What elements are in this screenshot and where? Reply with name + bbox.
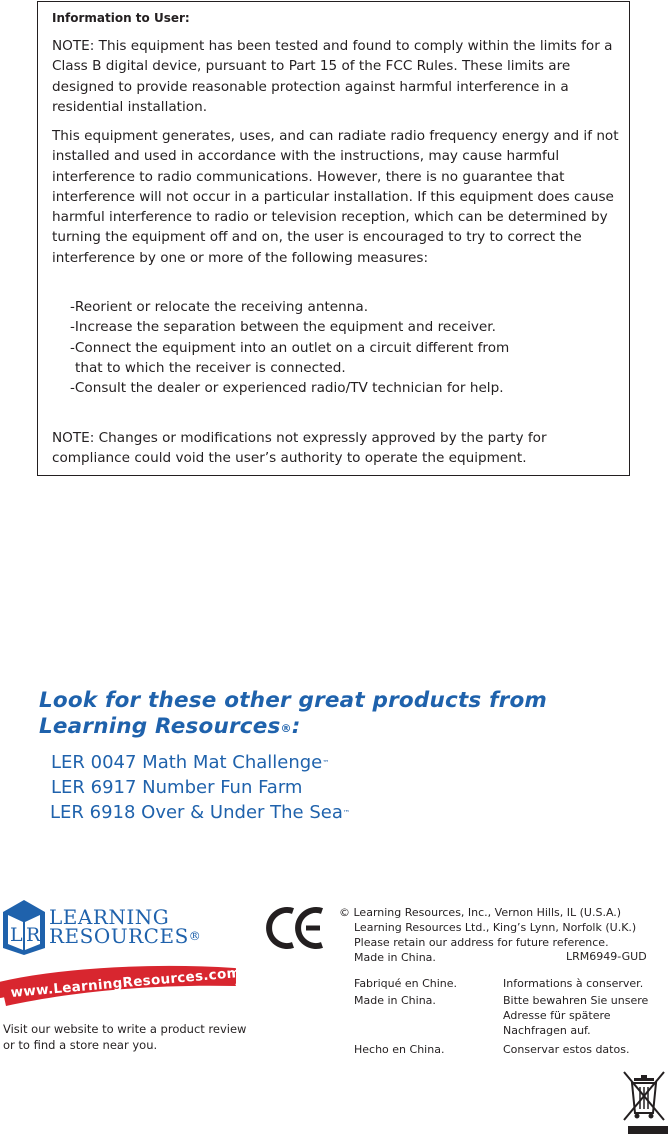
fcc-note-changes: NOTE: Changes or modifications not expressly approved by the party for compliance could void the user’s authority to operate the equipment. (52, 430, 547, 467)
trademark-mark: ™ (322, 759, 330, 767)
es-made-in: Hecho en China. (354, 1043, 445, 1056)
address-line: © Learning Resources, Inc., Vernon Hills, IL (U.S.A.) (339, 906, 622, 919)
measure-item: -Consult the dealer or experienced radio/TV technician for help. (70, 380, 504, 397)
learning-resources-logo (1, 898, 231, 956)
fr-made-in: Fabriqué en Chine. (354, 977, 458, 990)
de-keep-line: Nachfragen auf. (503, 1024, 591, 1037)
de-keep-line: Adresse für spätere (503, 1009, 611, 1022)
product-name: LER 6918 Over & Under The Sea (50, 802, 343, 823)
visit-website-text (3, 1021, 246, 1053)
product-list (51, 750, 350, 825)
fcc-interference-paragraph: This equipment generates, uses, and can radiate radio frequency energy and if not installed and used in accordance with the instructions, may cause harmful interference to radio communications. However, there is no guarantee that interference will not occur in a particular installation. If this equipment does cause harmful interference to radio or television reception, which can be determined by turning the equipment off and on, the user is encouraged to try to correct the interference by one or more of the following measures: (52, 128, 619, 266)
fr-keep-info: Informations à conserver. (503, 977, 644, 990)
lr-mark-letter-r: R (26, 924, 41, 946)
product-item (50, 800, 350, 825)
visit-line: or to find a store near you. (3, 1038, 158, 1052)
product-item (51, 775, 350, 800)
measure-item: -Reorient or relocate the receiving antenna. (70, 299, 369, 315)
website-url[interactable]: www.LearningResources.com (10, 964, 242, 1001)
de-keep-info (503, 993, 648, 1038)
registered-mark: ® (280, 722, 292, 735)
fcc-title: Information to User: (52, 11, 190, 25)
fcc-measures-list (70, 297, 610, 398)
promo-heading (39, 688, 547, 740)
fcc-notice-box (37, 1, 630, 476)
product-item (51, 750, 350, 775)
lr-book-icon (1, 898, 47, 956)
fcc-note-compliance: NOTE: This equipment has been tested and found to comply within the limits for a Class B digital device, pursuant to Part 15 of the FCC Rules. These limits are designed to provide reasonable protection against harmful interference in a residential installation. (52, 38, 613, 115)
address-line: Learning Resources Ltd., King’s Lynn, Norfolk (U.K.) (354, 921, 637, 934)
es-keep-info: Conservar estos datos. (503, 1043, 630, 1056)
trademark-mark: ™ (342, 809, 350, 817)
logo-line-learning: LEARNING (49, 905, 170, 929)
ce-mark-icon (266, 905, 328, 951)
promo-heading-line1: Look for these other great products from (39, 688, 548, 713)
promo-colon: : (291, 714, 301, 739)
measure-item: that to which the receiver is connected. (75, 359, 346, 376)
address-line: Made in China. (354, 951, 436, 964)
logo-line-resources: RESOURCES (49, 924, 189, 948)
de-keep-line: Bitte bewahren Sie unsere (503, 994, 649, 1007)
measure-item: -Connect the equipment into an outlet on a circuit different from (70, 339, 510, 356)
weee-bin-icon (620, 1070, 668, 1134)
product-name: LER 0047 Math Mat Challenge (51, 752, 323, 773)
measure-item: -Increase the separation between the equipment and receiver. (70, 319, 496, 336)
product-name: LER 6917 Number Fun Farm (51, 777, 303, 798)
logo-registered-mark: ® (188, 929, 202, 943)
product-code: LRM6949-GUD (566, 950, 647, 963)
address-line: Please retain our address for future reference. (354, 936, 609, 949)
de-made-in: Made in China. (354, 994, 436, 1007)
promo-heading-line2: Learning Resources (39, 714, 281, 739)
lr-mark-letter-l: L (10, 924, 23, 946)
website-url-banner (0, 964, 242, 1008)
logo-wordmark (49, 905, 202, 948)
visit-line: Visit our website to write a product review (3, 1022, 247, 1036)
